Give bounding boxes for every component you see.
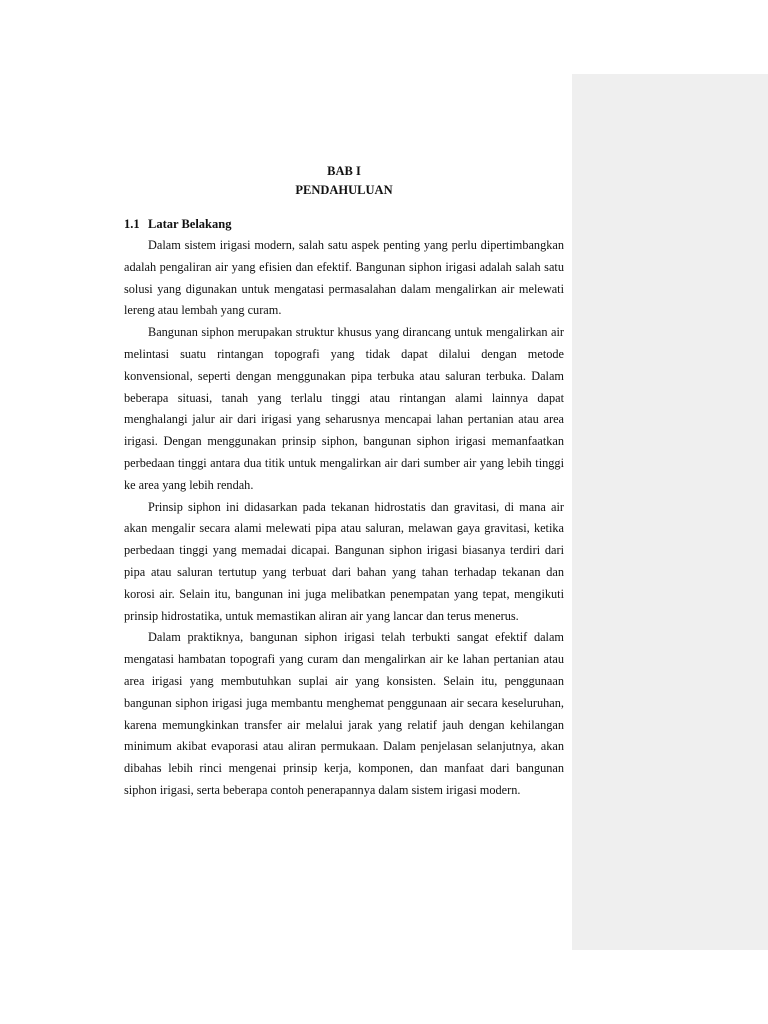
chapter-title: PENDAHULUAN	[295, 183, 393, 197]
paragraph: Prinsip siphon ini didasarkan pada tekanan hidrostatis dan gravitasi, di mana air akan mengalir secara alami melewati pipa atau saluran, melawan gaya gravitasi, ketika perbedaan tinggi yang memadai dicapai. Bangunan siphon irigasi biasanya terdiri dari pipa atau saluran tertutup yang terbuat dari bahan yang tahan terhadap tekanan dan korosi air. Selain itu, bangunan ini juga melibatkan penempatan yang tepat, mengikuti prinsip hidrostatika, untuk memastikan aliran air yang lancar dan terus menerus.	[124, 499, 564, 623]
section-heading	[124, 216, 231, 232]
section-number: 1.1	[124, 217, 140, 231]
paragraph: Dalam praktiknya, bangunan siphon irigasi telah terbukti sangat efektif dalam mengatasi hambatan topografi yang curam dan mengalirkan air ke lahan pertanian atau area irigasi yang membutuhkan suplai air yang konsisten. Selain itu, penggunaan bangunan siphon irigasi juga membantu menghemat penggunaan air secara keseluruhan, karena memungkinkan transfer air melalui jarak yang relatif jauh dengan kehilangan minimum akibat evaporasi atau aliran permukaan. Dalam penjelasan selanjutnya, akan dibahas lebih rinci mengenai prinsip kerja, komponen, dan manfaat dari bangunan siphon irigasi, serta beberapa contoh penerapannya dalam sistem irigasi modern.	[124, 630, 564, 797]
chapter-label: BAB I	[327, 164, 361, 178]
paragraph: Dalam sistem irigasi modern, salah satu aspek penting yang perlu dipertimbangkan adalah pengaliran air yang efisien dan efektif. Bangunan siphon irigasi adalah salah satu solusi yang digunakan untuk mengatasi permasalahan dalam mengalirkan air melewati lereng atau lembah yang curam.	[124, 238, 564, 318]
section-title: Latar Belakang	[148, 217, 232, 231]
comment-margin-pane	[572, 74, 768, 950]
paragraph: Bangunan siphon merupakan struktur khusus yang dirancang untuk mengalirkan air melintasi suatu rintangan topografi yang tidak dapat dilalui dengan metode konvensional, seperti dengan menggunakan pipa terbuka atau saluran terbuka. Dalam beberapa situasi, tanah yang terlalu tinggi atau rintangan alami lainnya dapat menghalangi jalur air dari irigasi yang seharusnya mencapai lahan pertanian atau area irigasi. Dengan menggunakan prinsip siphon, bangunan siphon irigasi memanfaatkan perbedaan tinggi antara dua titik untuk mengalirkan air dari sumber air yang lebih tinggi ke area yang lebih rendah.	[124, 325, 564, 492]
body-text	[124, 235, 564, 802]
